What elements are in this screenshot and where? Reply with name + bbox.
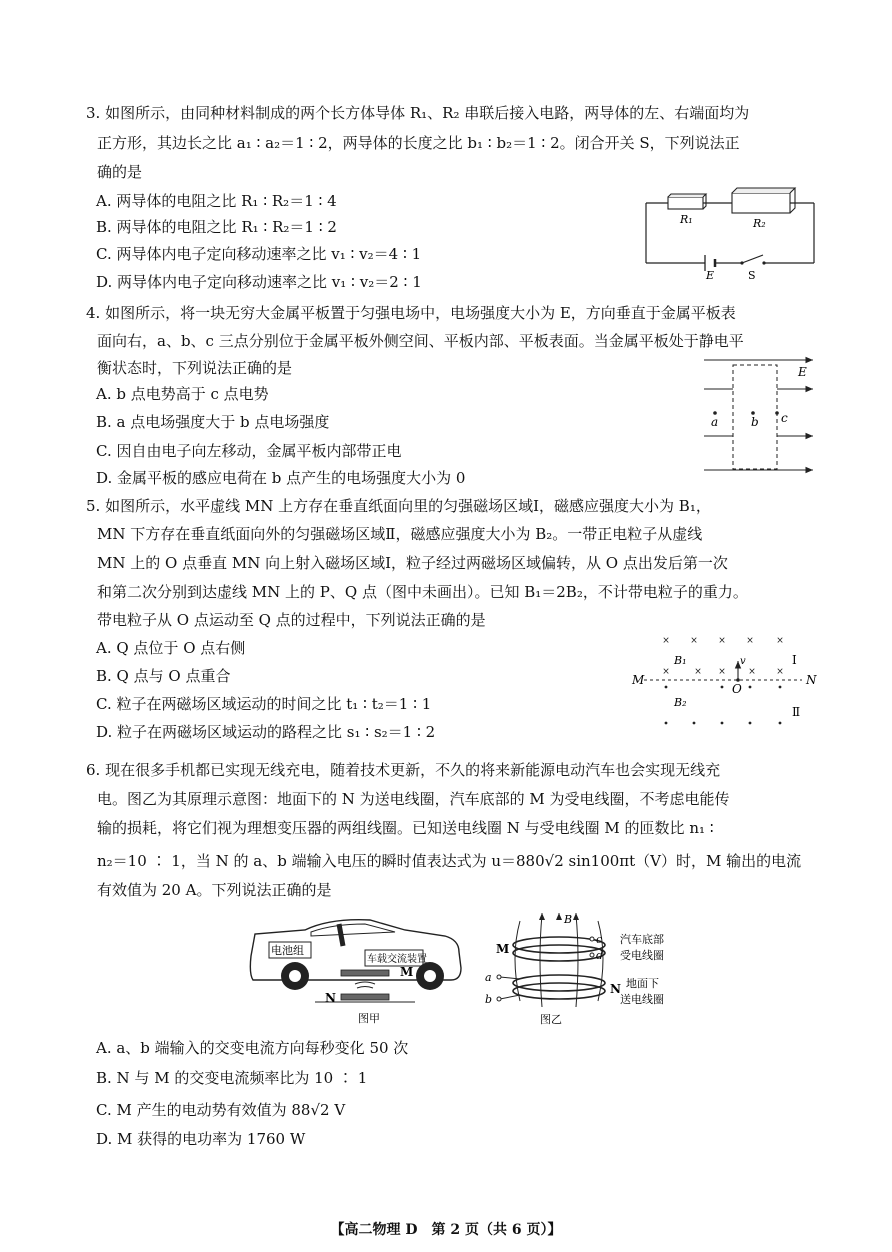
q3-option-c: C. 两导体内电子定向移动速率之比 v₁ ∶ v₂＝4 ∶ 1 <box>96 245 422 263</box>
q4-stem-line-2: 面向右，a、b、c 三点分别位于金属平板外侧空间、平板内部、平板表面。当金属平板处于静电平 <box>97 332 744 350</box>
switch-label: S <box>748 269 756 282</box>
q3-stem-line-1: 3. 如图所示，由同种材料制成的两个长方体导体 R₁、R₂ 串联后接入电路，两导体的左、右端面均为 <box>86 104 750 122</box>
label-region-2: Ⅱ <box>792 705 801 719</box>
car-m-label: M <box>400 965 414 979</box>
label-b2: B₂ <box>674 696 687 709</box>
coil-n <box>513 975 605 999</box>
q5-stem-line-5: 带电粒子从 O 点运动至 Q 点的过程中，下列说法正确的是 <box>97 611 486 629</box>
terminal-a-label: a <box>485 971 492 984</box>
q4-stem-line-1: 4. 如图所示，将一块无穷大金属平板置于匀强电场中，电场强度大小为 E，方向垂直于金属平板表 <box>86 304 736 322</box>
b-field-label: B <box>564 913 573 926</box>
svg-text:×: × <box>776 636 784 646</box>
r1-conductor <box>668 194 706 209</box>
r2-conductor <box>732 188 795 213</box>
ground-coil-n <box>341 994 389 1000</box>
svg-text:×: × <box>662 667 670 677</box>
q5-option-d: D. 粒子在两磁场区域运动的路程之比 s₁ ∶ s₂＝1 ∶ 2 <box>96 723 436 741</box>
q4-stem-line-3: 衡状态时，下列说法正确的是 <box>97 359 293 377</box>
q4-field-figure <box>700 352 820 480</box>
label-b1: B₁ <box>674 654 687 667</box>
figure-yi-caption: 图乙 <box>540 1013 562 1026</box>
page-footer: 【高二物理 D 第 2 页（共 6 页）】 <box>330 1222 562 1238</box>
point-b-label: b <box>751 415 759 429</box>
terminal-b-label: b <box>485 993 493 1006</box>
terminal-d-label: d <box>596 949 604 962</box>
q6-stem-line-5: 有效值为 20 A。下列说法正确的是 <box>97 881 332 899</box>
figure-jia-caption: 图甲 <box>358 1012 380 1025</box>
r1-label: R₁ <box>680 213 693 226</box>
svg-text:×: × <box>748 667 756 677</box>
q6-stem-line-2: 电。图乙为其原理示意图：地面下的 N 为送电线圈，汽车底部的 M 为受电线圈，不考虑电能传 <box>97 790 730 808</box>
q3-option-a: A. 两导体的电阻之比 R₁ ∶ R₂＝1 ∶ 4 <box>96 192 337 210</box>
svg-text:×: × <box>694 667 702 677</box>
q6-stem-line-4: n₂＝10 ∶ 1，当 N 的 a、b 端输入电压的瞬时值表达式为 u＝880√2 sin100πt（V）时，M 输出的电流 <box>97 852 802 870</box>
label-n: N <box>806 673 817 687</box>
label-region-1: Ⅰ <box>792 653 797 667</box>
point-a-label: a <box>711 415 719 429</box>
q5-option-a: A. Q 点位于 O 点右侧 <box>96 639 246 657</box>
label-m: M <box>632 673 645 687</box>
terminal-c-label: c <box>596 933 603 946</box>
svg-text:×: × <box>776 667 784 677</box>
q5-stem-line-2: MN 下方存在垂直纸面向外的匀强磁场区域Ⅱ，磁感应强度大小为 B₂。一带正电粒子从虚线 <box>97 525 703 543</box>
q6-option-b: B. N 与 M 的交变电流频率比为 10 ∶ 1 <box>96 1069 368 1087</box>
coil-m-label: M <box>496 942 510 956</box>
receive-coil-label-1: 汽车底部 <box>620 933 664 946</box>
svg-text:×: × <box>718 636 726 646</box>
svg-text:×: × <box>718 667 726 677</box>
emf-label: E <box>706 269 715 282</box>
r2-label: R₂ <box>753 217 766 230</box>
battery-label: 电池组 <box>271 944 304 957</box>
q4-option-d: D. 金属平板的感应电荷在 b 点产生的电场强度大小为 0 <box>96 469 466 487</box>
q3-option-b: B. 两导体的电阻之比 R₁ ∶ R₂＝1 ∶ 2 <box>96 218 337 236</box>
q5-stem-line-3: MN 上的 O 点垂直 MN 向上射入磁场区域Ⅰ，粒子经过两磁场区域偏转，从 O 点出发后第一次 <box>97 554 728 572</box>
car-n-label: N <box>325 991 336 1005</box>
q5-option-c: C. 粒子在两磁场区域运动的时间之比 t₁ ∶ t₂＝1 ∶ 1 <box>96 695 432 713</box>
label-v: v <box>740 656 746 667</box>
q5-option-b: B. Q 点与 O 点重合 <box>96 667 231 685</box>
q5-stem-line-1: 5. 如图所示，水平虚线 MN 上方存在垂直纸面向里的匀强磁场区域Ⅰ，磁感应强度大小为 B₁， <box>86 497 711 515</box>
q4-option-b: B. a 点电场强度大于 b 点电场强度 <box>96 413 330 431</box>
q4-option-a: A. b 点电势高于 c 点电势 <box>96 385 269 403</box>
send-coil-label-2: 送电线圈 <box>620 993 664 1006</box>
q5-stem-line-4: 和第二次分别到达虚线 MN 上的 P、Q 点（图中未画出）。已知 B₁＝2B₂，不计带电粒子的重力。 <box>97 583 748 601</box>
q3-option-d: D. 两导体内电子定向移动速率之比 v₁ ∶ v₂＝2 ∶ 1 <box>96 273 422 291</box>
label-o: O <box>732 682 742 696</box>
q6-car-figure <box>245 912 470 1030</box>
q6-coil-figure <box>480 907 680 1027</box>
svg-text:×: × <box>662 636 670 646</box>
point-c-label: c <box>781 411 788 425</box>
q6-stem-line-1: 6. 现在很多手机都已实现无线充电，随着技术更新，不久的将来新能源电动汽车也会实现无线充 <box>86 761 721 779</box>
q4-option-c: C. 因自由电子向左移动，金属平板内部带正电 <box>96 442 402 460</box>
send-coil-label-1: 地面下 <box>626 977 659 990</box>
coil-n-label: N <box>610 982 621 996</box>
receive-coil-label-2: 受电线圈 <box>620 949 664 962</box>
device-label: 车载交流装置 <box>367 954 427 965</box>
q3-stem-line-3: 确的是 <box>97 163 143 181</box>
q6-option-a: A. a、b 端输入的交变电流方向每秒变化 50 次 <box>96 1039 409 1057</box>
q3-stem-line-2: 正方形，其边长之比 a₁ ∶ a₂＝1 ∶ 2，两导体的长度之比 b₁ ∶ b₂＝1 ∶ 2。闭合开关 S，下列说法正 <box>97 134 740 152</box>
q6-option-d: D. M 获得的电功率为 1760 W <box>96 1130 306 1148</box>
q6-stem-line-3: 输的损耗，将它们视为理想变压器的两组线圈。已知送电线圈 N 与受电线圈 M 的匝数比 n₁ ∶ <box>97 819 714 837</box>
q5-magnetic-field-figure <box>626 630 821 730</box>
svg-text:×: × <box>690 636 698 646</box>
q3-circuit-figure <box>640 185 820 280</box>
svg-text:×: × <box>746 636 754 646</box>
q6-option-c: C. M 产生的电动势有效值为 88√2 V <box>96 1101 346 1119</box>
field-label: E <box>798 365 807 379</box>
